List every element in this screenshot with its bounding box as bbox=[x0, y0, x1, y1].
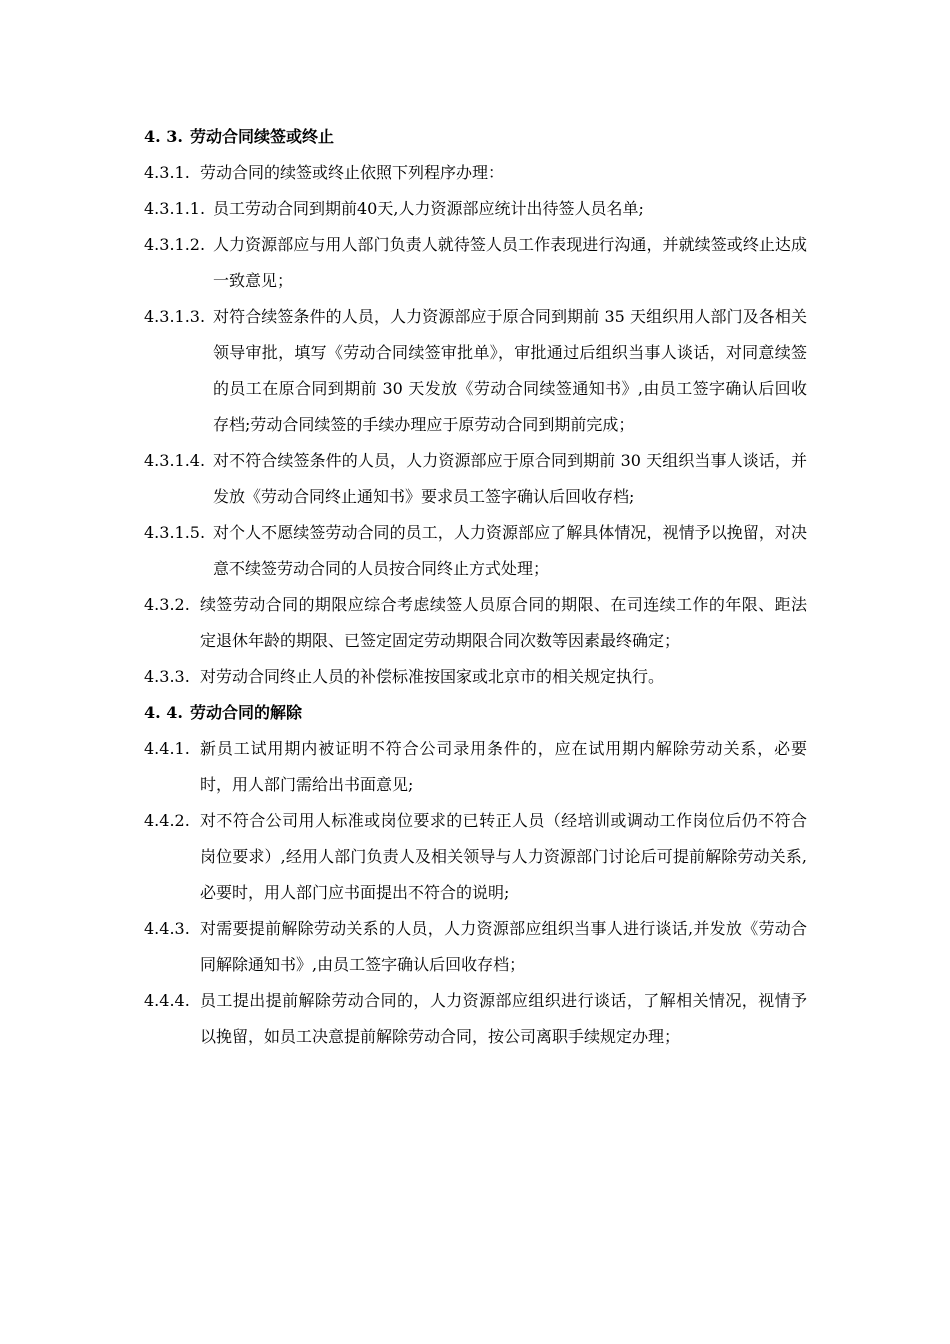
clause-number: 4.4.2. bbox=[144, 811, 190, 830]
clause-number: 4.3.1.4. bbox=[144, 451, 206, 470]
clause-text: 人力资源部应与用人部门负责人就待签人员工作表现进行沟通，并就续签或终止达成一致意见； bbox=[213, 235, 807, 290]
section-title: 劳动合同续签或终止 bbox=[190, 127, 335, 146]
clause bbox=[144, 803, 808, 911]
clause-number: 4.3.1. bbox=[144, 163, 190, 182]
clause bbox=[144, 731, 808, 803]
sub-clause bbox=[144, 443, 808, 515]
clause-text: 新员工试用期内被证明不符合公司录用条件的，应在试用期内解除劳动关系，必要时，用人部门需给出书面意见; bbox=[200, 739, 807, 794]
section-title: 劳动合同的解除 bbox=[190, 703, 303, 722]
clause-text: 对个人不愿续签劳动合同的员工，人力资源部应了解具体情况，视情予以挽留，对决意不续签劳动合同的人员按合同终止方式处理； bbox=[213, 523, 807, 578]
clause-number: 4.3.1.1. bbox=[144, 199, 206, 218]
clause-number: 4.3.1.5. bbox=[144, 523, 206, 542]
clause-number: 4.4.1. bbox=[144, 739, 190, 758]
clause bbox=[144, 911, 808, 983]
clause-number: 4.3.1.3. bbox=[144, 307, 206, 326]
clause-text: 对劳动合同终止人员的补偿标准按国家或北京市的相关规定执行。 bbox=[200, 667, 665, 686]
document-body bbox=[144, 119, 808, 1055]
clause-number: 4.3.3. bbox=[144, 667, 190, 686]
clause bbox=[144, 659, 808, 695]
section-number: 4. 4. bbox=[144, 703, 183, 722]
sub-clause bbox=[144, 227, 808, 299]
section-heading bbox=[144, 119, 808, 155]
clause-number: 4.4.3. bbox=[144, 919, 190, 938]
section-number: 4. 3. bbox=[144, 127, 183, 146]
sub-clause bbox=[144, 299, 808, 443]
clause-text: 劳动合同的续签或终止依照下列程序办理： bbox=[200, 163, 505, 182]
clause-text: 对不符合公司用人标准或岗位要求的已转正人员（经培训或调动工作岗位后仍不符合岗位要求）,经用人部门负责人及相关领导与人力资源部门讨论后可提前解除劳动关系,必要时，用人部门应书面提出不符合的说明; bbox=[200, 811, 807, 902]
sub-clause bbox=[144, 191, 808, 227]
clause-text: 员工劳动合同到期前40天,人力资源部应统计出待签人员名单; bbox=[213, 199, 644, 218]
clause-text: 员工提出提前解除劳动合同的，人力资源部应组织进行谈话，了解相关情况，视情予以挽留，如员工决意提前解除劳动合同，按公司离职手续规定办理； bbox=[200, 991, 807, 1046]
clause bbox=[144, 587, 808, 659]
clause-text: 对不符合续签条件的人员，人力资源部应于原合同到期前 30 天组织当事人谈话，并发放《劳动合同终止通知书》要求员工签字确认后回收存档; bbox=[213, 451, 807, 506]
clause-number: 4.4.4. bbox=[144, 991, 190, 1010]
clause bbox=[144, 155, 808, 191]
clause-number: 4.3.1.2. bbox=[144, 235, 206, 254]
clause bbox=[144, 983, 808, 1055]
section-heading bbox=[144, 695, 808, 731]
clause-text: 对需要提前解除劳动关系的人员，人力资源部应组织当事人进行谈话,并发放《劳动合同解除通知书》,由员工签字确认后回收存档； bbox=[200, 919, 807, 974]
clause-text: 续签劳动合同的期限应综合考虑续签人员原合同的期限、在司连续工作的年限、距法定退休年龄的期限、已签定固定劳动期限合同次数等因素最终确定； bbox=[200, 595, 807, 650]
clause-number: 4.3.2. bbox=[144, 595, 190, 614]
clause-text: 对符合续签条件的人员，人力资源部应于原合同到期前 35 天组织用人部门及各相关领导审批，填写《劳动合同续签审批单》，审批通过后组织当事人谈话，对同意续签的员工在原合同到期前 30 天发放《劳动合同续签通知书》,由员工签字确认后回收存档;劳动合同续签的手续办理应于原劳动合同到期前完成； bbox=[213, 307, 807, 434]
sub-clause bbox=[144, 515, 808, 587]
